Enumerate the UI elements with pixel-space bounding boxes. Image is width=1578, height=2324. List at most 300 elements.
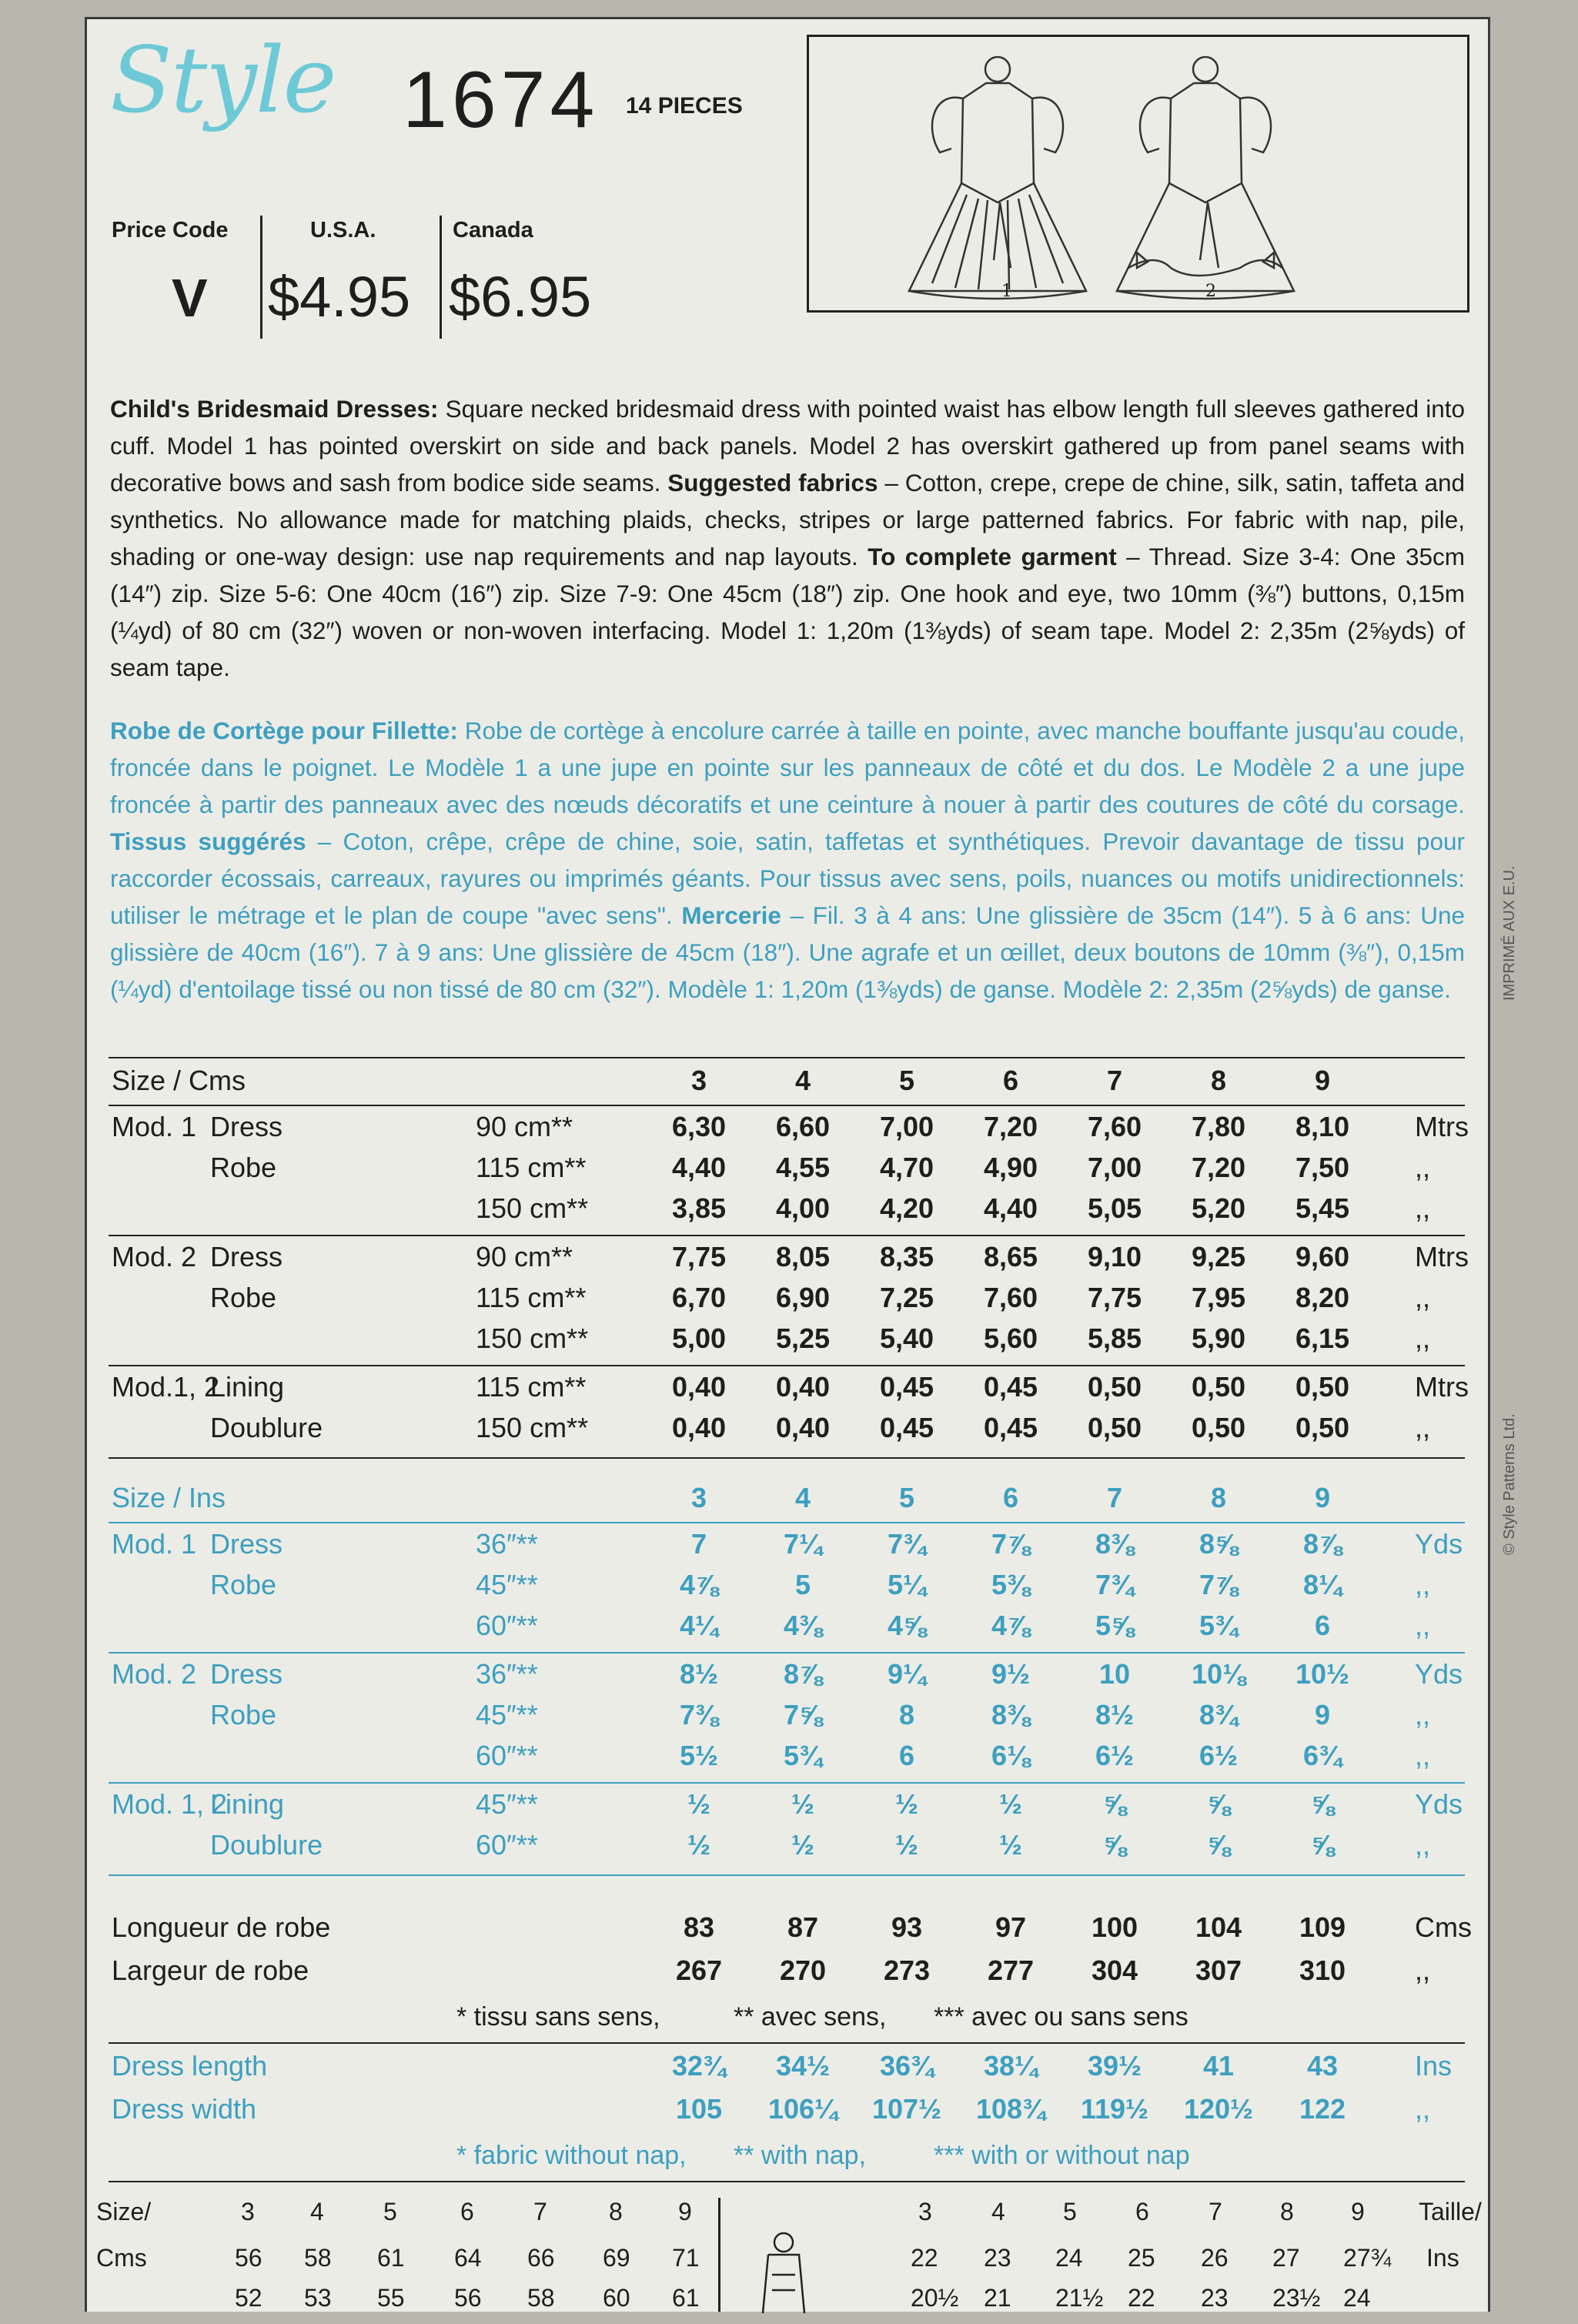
yardage-value: 0,50 [1295, 1412, 1350, 1443]
yardage-value: 10½ [1295, 1658, 1350, 1690]
yardage-value: 6,60 [775, 1111, 831, 1142]
pattern-envelope-back [85, 17, 1490, 2312]
yardage-value: 4,55 [775, 1152, 831, 1183]
waist-in: 24 [1343, 2284, 1371, 2312]
yardage-value: ½ [791, 1788, 815, 1820]
size-col: 8 [609, 2198, 623, 2225]
waist-in: 23½ [1272, 2284, 1321, 2312]
chest-in: 24 [1055, 2244, 1083, 2272]
yardage-value: 7,75 [1087, 1282, 1142, 1313]
measure-value: 41 [1202, 2050, 1235, 2082]
garment-label: Doublure [210, 1412, 323, 1443]
chest-in: 27¾ [1343, 2244, 1392, 2272]
garment-label: Dress [210, 1241, 283, 1272]
model-label: Mod. 2 [112, 1241, 197, 1272]
yardage-value: ½ [791, 1829, 815, 1861]
nap-note: *** with or without nap [934, 2141, 1190, 2170]
yardage-row [87, 1528, 1488, 1568]
waist-in: 21 [984, 2284, 1011, 2312]
size-col: 4 [310, 2198, 324, 2225]
size-col-header: 6 [1002, 1065, 1019, 1096]
chest-in: 26 [1201, 2244, 1229, 2272]
size-col-header: 8 [1210, 1482, 1227, 1513]
chest-in: 25 [1128, 2244, 1155, 2272]
yardage-value: 8,05 [775, 1241, 831, 1272]
waist-in: 20½ [911, 2284, 959, 2312]
yardage-value: 7,00 [1087, 1152, 1142, 1183]
measure-row [87, 1955, 1488, 1995]
waist-in: 23 [1201, 2284, 1229, 2312]
body-figure-icon [749, 2229, 818, 2317]
model-label: Mod. 1 [112, 1111, 197, 1142]
measure-row [87, 2093, 1488, 2133]
yardage-value: 6,15 [1295, 1323, 1350, 1354]
garment-label: Doublure [210, 1829, 323, 1861]
measure-value: 34½ [775, 2050, 831, 2082]
yardage-value: 7,80 [1191, 1111, 1246, 1142]
size-col: 3 [918, 2198, 932, 2225]
size-col-header: 9 [1314, 1482, 1331, 1513]
fabric-width: 36″** [476, 1528, 538, 1560]
yardage-value: 8½ [679, 1658, 719, 1690]
nap-note: * fabric without nap, [456, 2141, 687, 2170]
yardage-value: 0,40 [775, 1371, 831, 1403]
yardage-value: 7 [690, 1528, 707, 1560]
measure-value: 310 [1299, 1955, 1346, 1986]
chest-in: 22 [911, 2244, 938, 2272]
yardage-value: 8⅞ [783, 1658, 823, 1690]
yardage-value: 7,60 [1087, 1111, 1142, 1142]
fabric-width: 150 cm** [476, 1323, 589, 1354]
unit-label: Mtrs [1415, 1111, 1469, 1142]
yardage-value: ½ [894, 1788, 919, 1820]
measure-value: 304 [1091, 1955, 1138, 1986]
yardage-value: 8¾ [1199, 1699, 1239, 1730]
yardage-value: 0,50 [1295, 1371, 1350, 1403]
yardage-value: 0,45 [983, 1412, 1038, 1443]
canada-label: Canada [453, 218, 533, 242]
measure-value: 120½ [1183, 2093, 1254, 2125]
waist-in: 22 [1128, 2284, 1155, 2312]
yardage-value: 8⅜ [991, 1699, 1031, 1730]
yardage-value: 5,85 [1087, 1323, 1142, 1354]
usa-price: $4.95 [268, 265, 411, 329]
fabric-width: 45″** [476, 1569, 538, 1600]
yardage-value: 5¾ [783, 1740, 823, 1771]
chest-cm: 66 [527, 2244, 555, 2272]
yardage-value: 4⅞ [991, 1610, 1031, 1641]
garment-label: Robe [210, 1699, 277, 1730]
unit-label: Cms [1415, 1911, 1472, 1943]
chest-cm: 71 [672, 2244, 700, 2272]
yardage-value: 3,85 [671, 1192, 727, 1224]
model-label: Mod. 1 [112, 1528, 197, 1560]
yardage-value: 5½ [679, 1740, 719, 1771]
yardage-value: 0,45 [879, 1412, 934, 1443]
unit-label: ,, [1415, 2093, 1431, 2125]
measure-value: 39½ [1087, 2050, 1142, 2082]
yardage-value: 6⅛ [991, 1740, 1031, 1771]
yardage-value: 9,60 [1295, 1241, 1350, 1272]
yardage-value: 8 [898, 1699, 915, 1730]
yardage-row [87, 1699, 1488, 1739]
notes-row [87, 2002, 1488, 2042]
fabric-width: 60″** [476, 1740, 538, 1771]
yardage-value: 4,70 [879, 1152, 934, 1183]
yardage-value: 7⅞ [1199, 1569, 1239, 1600]
model-label: Mod.1, 2 [112, 1371, 220, 1403]
fabric-width: 36″** [476, 1658, 538, 1690]
dress-sketch-icon [809, 37, 1467, 310]
size-col-header: 4 [794, 1482, 811, 1513]
waist-cm: 52 [235, 2284, 262, 2312]
size-col: 5 [1063, 2198, 1077, 2225]
yardage-value: ⅝ [1206, 1829, 1231, 1861]
size-col: 4 [991, 2198, 1005, 2225]
measure-label: Longueur de robe [112, 1911, 331, 1943]
measure-label: Dress width [112, 2093, 257, 2125]
measure-value: 122 [1299, 2093, 1346, 2125]
chest-cm: 64 [454, 2244, 482, 2272]
size-col: 3 [241, 2198, 255, 2225]
garment-label: Dress [210, 1528, 283, 1560]
price-code-label: Price Code [112, 218, 229, 242]
measure-value: 109 [1299, 1911, 1346, 1943]
yardage-value: 7,50 [1295, 1152, 1350, 1183]
size-col-header: 5 [898, 1482, 915, 1513]
yardage-value: 5¾ [1199, 1610, 1239, 1641]
yardage-value: ⅝ [1310, 1829, 1335, 1861]
model-2-label: 2 [1205, 282, 1216, 301]
yardage-value: ½ [687, 1788, 711, 1820]
fabric-width: 60″** [476, 1610, 538, 1641]
fabric-width: 115 cm** [476, 1282, 587, 1313]
imprime-text: IMPRIMÉ AUX E.U. [1501, 865, 1518, 1001]
yardage-value: 4,00 [775, 1192, 831, 1224]
unit-label: ,, [1415, 1412, 1431, 1443]
waist-cm: 61 [672, 2284, 700, 2312]
yardage-value: 5,45 [1295, 1192, 1350, 1224]
yardage-value: 8,65 [983, 1241, 1038, 1272]
cms-label: Cms [96, 2244, 147, 2272]
measure-value: 104 [1195, 1911, 1242, 1943]
yardage-value: 7¾ [887, 1528, 927, 1560]
yardage-value: 6½ [1199, 1740, 1239, 1771]
unit-label: Mtrs [1415, 1241, 1469, 1272]
unit-label: ,, [1415, 1740, 1431, 1771]
model-1-label: 1 [1001, 282, 1012, 301]
nap-note: ** avec sens, [734, 2002, 887, 2031]
yardage-value: 6 [898, 1740, 915, 1771]
yardage-value: 4⅝ [887, 1610, 927, 1641]
yardage-value: 7⅜ [679, 1699, 719, 1730]
ins-label: Ins [1426, 2244, 1459, 2272]
yardage-value: ½ [998, 1788, 1023, 1820]
yardage-value: 6,70 [671, 1282, 727, 1313]
waist-cm: 55 [377, 2284, 405, 2312]
table-header-row [87, 1482, 1488, 1522]
fabric-width: 90 cm** [476, 1111, 573, 1142]
english-description: Child's Bridesmaid Dresses: Square necked bridesmaid dress with pointed waist has elbow length full sleeves gathered into cuff. Model 1 has pointed overskirt on side and back panels. Model 2 has overskirt gathered up from panel seams with decorative bows and sash from bodice side seams. Suggested fabrics – Cotton, crepe, crepe de chine, silk, satin, taffeta and synthetics. No allowance made for matching plaids, checks, stripes or large patterned fabrics. For fabric with nap, pile, shading or one-way design: use nap requirements and nap layouts. To complete garment – Thread. Size 3-4: One 35cm (14″) zip. Size 5-6: One 40cm (16″) zip. Size 7-9: One 45cm (18″) zip. One hook and eye, two 10mm (⅜″) buttons, 0,15m (¼yd) of 80 cm (32″) woven or non-woven interfacing. Model 1: 1,20m (1⅜yds) of seam tape. Model 2: 2,35m (2⅝yds) of seam tape. [110, 395, 1465, 681]
unit-label: Ins [1415, 2050, 1453, 2082]
yardage-row [87, 1192, 1488, 1232]
yardage-value: 9 [1314, 1699, 1331, 1730]
fabric-width: 115 cm** [476, 1371, 587, 1403]
chest-cm: 61 [377, 2244, 405, 2272]
yardage-value: 9½ [991, 1658, 1031, 1690]
yardage-value: 6,90 [775, 1282, 831, 1313]
measure-value: 43 [1306, 2050, 1339, 2082]
yardage-value: 8,10 [1295, 1111, 1350, 1142]
unit-label: Yds [1415, 1658, 1463, 1690]
yardage-value: 0,45 [879, 1371, 934, 1403]
fabric-width: 90 cm** [476, 1241, 573, 1272]
fabric-width: 45″** [476, 1788, 538, 1820]
yardage-row [87, 1371, 1488, 1411]
yardage-value: 9¼ [887, 1658, 927, 1690]
usa-label: U.S.A. [310, 218, 376, 242]
model-label: Mod. 2 [112, 1658, 197, 1690]
yardage-value: 5,90 [1191, 1323, 1246, 1354]
garment-label: Robe [210, 1152, 277, 1183]
yardage-value: 7⅝ [783, 1699, 823, 1730]
model-label: Mod. 1, 2 [112, 1788, 228, 1820]
yardage-value: 7¼ [783, 1528, 823, 1560]
yardage-value: 9,25 [1191, 1241, 1246, 1272]
yardage-value: 5,60 [983, 1323, 1038, 1354]
fabric-width: 115 cm** [476, 1152, 587, 1183]
yardage-value: 0,50 [1087, 1371, 1142, 1403]
yardage-row [87, 1829, 1488, 1869]
yardage-value: 0,40 [671, 1412, 727, 1443]
size-unit-label: Size / Cms [112, 1065, 246, 1096]
yardage-value: 5,40 [879, 1323, 934, 1354]
canada-price: $6.95 [449, 265, 592, 329]
yardage-value: 0,45 [983, 1371, 1038, 1403]
fabric-width: 150 cm** [476, 1192, 589, 1224]
taille-label: Taille/ [1419, 2198, 1482, 2225]
dress-illustrations [807, 35, 1469, 313]
measure-value: 106¼ [767, 2093, 838, 2125]
measure-value: 87 [787, 1911, 819, 1943]
french-description: Robe de Cortège pour Fillette: Robe de cortège à encolure carrée à taille en pointe, avec manche bouffante jusqu'au coude, froncée dans le poignet. Le Modèle 1 a une jupe en pointe sur les panneaux de côté et du dos. Le Modèle 2 a une jupe froncée à partir des panneaux avec des nœuds décoratifs et une ceinture à nouer à partir des coutures de côté du corsage. Tissus suggérés – Coton, crêpe, crêpe de chine, soie, satin, taffetas et synthétiques. Prevoir davantage de tissu pour raccorder écossais, carreaux, rayures ou imprimés géants. Pour tissus avec sens, poils, nuances ou motifs unidirectionnels: utiliser le métrage et le plan de coupe "avec sens". Mercerie – Fil. 3 à 4 ans: Une glissière de 35cm (14″). 5 à 6 ans: Une glissière de 40cm (16″). 7 à 9 ans: Une glissière de 45cm (18″). Une agrafe et un œillet, deux boutons de 10mm (⅜″), 0,15m (¼yd) d'entoilage tissé ou non tissé de 80 cm (32″). Modèle 1: 1,20m (1⅜yds) de ganse. Modèle 2: 2,35m (2⅝yds) de ganse. [110, 717, 1466, 1003]
yardage-value: 7,00 [879, 1111, 934, 1142]
measure-value: 105 [675, 2093, 723, 2125]
yardage-value: 5⅝ [1095, 1610, 1135, 1641]
measure-value: 277 [987, 1955, 1035, 1986]
pieces-count: 14 PIECES [626, 93, 743, 119]
yardage-value: 9,10 [1087, 1241, 1142, 1272]
measure-value: 119½ [1080, 2093, 1149, 2125]
yardage-value: 4,40 [983, 1192, 1038, 1224]
yardage-value: 6,30 [671, 1111, 727, 1142]
size-col: 6 [460, 2198, 474, 2225]
size-col-header: 8 [1210, 1065, 1227, 1096]
size-col: 8 [1280, 2198, 1294, 2225]
brand-logo: Style [110, 27, 336, 133]
yardage-row [87, 1111, 1488, 1151]
yardage-value: 4,90 [983, 1152, 1038, 1183]
table-header-row [87, 1065, 1488, 1105]
yardage-value: 0,40 [671, 1371, 727, 1403]
yardage-value: 0,50 [1191, 1371, 1246, 1403]
yardage-value: 6¾ [1302, 1740, 1342, 1771]
yardage-value: ⅝ [1102, 1829, 1127, 1861]
yardage-value: 5¼ [887, 1569, 927, 1600]
yardage-row [87, 1323, 1488, 1363]
yardage-row [87, 1241, 1488, 1281]
yardage-value: 7,60 [983, 1282, 1038, 1313]
measure-value: 107½ [871, 2093, 942, 2125]
size-unit-label: Size / Ins [112, 1482, 226, 1513]
yardage-value: ½ [998, 1829, 1023, 1861]
yardage-value: 7¾ [1095, 1569, 1135, 1600]
yardage-value: 4,40 [671, 1152, 727, 1183]
yardage-value: 10 [1098, 1658, 1131, 1690]
waist-cm: 60 [603, 2284, 630, 2312]
yardage-value: 8,20 [1295, 1282, 1350, 1313]
price-code: V [172, 268, 208, 328]
yardage-value: 7⅞ [991, 1528, 1031, 1560]
size-col: 7 [1209, 2198, 1222, 2225]
garment-label: Dress [210, 1111, 283, 1142]
measure-value: 270 [779, 1955, 827, 1986]
size-col: 9 [1351, 2198, 1365, 2225]
nap-note: * tissu sans sens, [456, 2002, 660, 2031]
measure-value: 93 [891, 1911, 923, 1943]
garment-label: Robe [210, 1282, 277, 1313]
size-col-header: 7 [1106, 1065, 1123, 1096]
yardage-row [87, 1412, 1488, 1452]
chest-cm: 56 [235, 2244, 262, 2272]
unit-label: ,, [1415, 1610, 1431, 1641]
nap-note: *** avec ou sans sens [934, 2002, 1189, 2031]
yardage-value: 5⅜ [991, 1569, 1031, 1600]
measure-row [87, 1911, 1488, 1951]
size-label: Size/ [96, 2198, 152, 2225]
waist-cm: 56 [454, 2284, 482, 2312]
unit-label: ,, [1415, 1323, 1431, 1354]
yardage-value: 4¼ [679, 1610, 719, 1641]
yardage-value: 5,05 [1087, 1192, 1142, 1224]
garment-label: Robe [210, 1569, 277, 1600]
chest-cm: 69 [603, 2244, 630, 2272]
waist-cm: 53 [304, 2284, 332, 2312]
measure-value: 32¾ [671, 2050, 727, 2082]
yardage-row [87, 1282, 1488, 1322]
yardage-value: 5 [794, 1569, 811, 1600]
measure-value: 83 [683, 1911, 715, 1943]
measure-value: 38¼ [983, 2050, 1038, 2082]
size-col-header: 6 [1002, 1482, 1019, 1513]
unit-label: ,, [1415, 1699, 1431, 1730]
yardage-value: 0,50 [1191, 1412, 1246, 1443]
size-col: 5 [383, 2198, 397, 2225]
yardage-value: 7,75 [671, 1241, 727, 1272]
fabric-width: 60″** [476, 1829, 538, 1861]
yardage-value: 6 [1314, 1610, 1331, 1641]
waist-cm: 58 [527, 2284, 555, 2312]
yardage-row [87, 1658, 1488, 1698]
size-col-header: 7 [1106, 1482, 1123, 1513]
yardage-value: ⅝ [1310, 1788, 1335, 1820]
size-col: 7 [533, 2198, 547, 2225]
yardage-row [87, 1152, 1488, 1192]
unit-label: ,, [1415, 1192, 1431, 1224]
yardage-row [87, 1569, 1488, 1609]
yardage-value: 10⅛ [1191, 1658, 1246, 1690]
measure-value: 36¾ [879, 2050, 934, 2082]
yardage-value: 7,25 [879, 1282, 934, 1313]
measure-label: Largeur de robe [112, 1955, 309, 1986]
measure-value: 97 [995, 1911, 1027, 1943]
unit-label: Yds [1415, 1528, 1463, 1560]
size-col-header: 5 [898, 1065, 915, 1096]
measure-value: 273 [883, 1955, 931, 1986]
unit-label: ,, [1415, 1569, 1431, 1600]
yardage-value: 8½ [1095, 1699, 1135, 1730]
size-col: 6 [1135, 2198, 1149, 2225]
garment-label: Lining [210, 1371, 285, 1403]
size-col-header: 3 [690, 1482, 707, 1513]
yardage-value: 8⅞ [1302, 1528, 1342, 1560]
yardage-value: 0,40 [775, 1412, 831, 1443]
measure-value: 267 [675, 1955, 723, 1986]
yardage-value: 5,25 [775, 1323, 831, 1354]
waist-in: 21½ [1055, 2284, 1104, 2312]
chest-cm: 58 [304, 2244, 332, 2272]
measure-label: Dress length [112, 2050, 268, 2082]
unit-label: ,, [1415, 1829, 1431, 1861]
yardage-value: 7,20 [1191, 1152, 1246, 1183]
yardage-value: 4,20 [879, 1192, 934, 1224]
nap-note: ** with nap, [734, 2141, 866, 2170]
yardage-value: ½ [894, 1829, 919, 1861]
yardage-value: 6½ [1095, 1740, 1135, 1771]
yardage-value: 5,20 [1191, 1192, 1246, 1224]
yardage-value: 8,35 [879, 1241, 934, 1272]
yardage-value: ½ [687, 1829, 711, 1861]
yardage-row [87, 1740, 1488, 1780]
notes-row [87, 2141, 1488, 2181]
yardage-value: 0,50 [1087, 1412, 1142, 1443]
yardage-row [87, 1788, 1488, 1828]
chest-in: 27 [1272, 2244, 1300, 2272]
garment-label: Dress [210, 1658, 283, 1690]
yardage-value: 8¼ [1302, 1569, 1342, 1600]
copyright-text: © Style Patterns Ltd. [1501, 1413, 1518, 1555]
yardage-value: ⅝ [1102, 1788, 1127, 1820]
garment-label: Lining [210, 1788, 285, 1820]
measure-row [87, 2050, 1488, 2090]
yardage-value: 7,20 [983, 1111, 1038, 1142]
yardage-value: 8⅜ [1095, 1528, 1135, 1560]
fabric-width: 45″** [476, 1699, 538, 1730]
measure-value: 100 [1091, 1911, 1138, 1943]
chest-in: 23 [984, 2244, 1011, 2272]
unit-label: Yds [1415, 1788, 1463, 1820]
yardage-value: 8⅝ [1199, 1528, 1239, 1560]
yardage-value: 4⅞ [679, 1569, 719, 1600]
yardage-value: 4⅜ [783, 1610, 823, 1641]
size-col-header: 4 [794, 1065, 811, 1096]
yardage-value: 7,95 [1191, 1282, 1246, 1313]
unit-label: ,, [1415, 1955, 1431, 1986]
size-col-header: 9 [1314, 1065, 1331, 1096]
size-col: 9 [678, 2198, 692, 2225]
size-col-header: 3 [690, 1065, 707, 1096]
unit-label: ,, [1415, 1152, 1431, 1183]
